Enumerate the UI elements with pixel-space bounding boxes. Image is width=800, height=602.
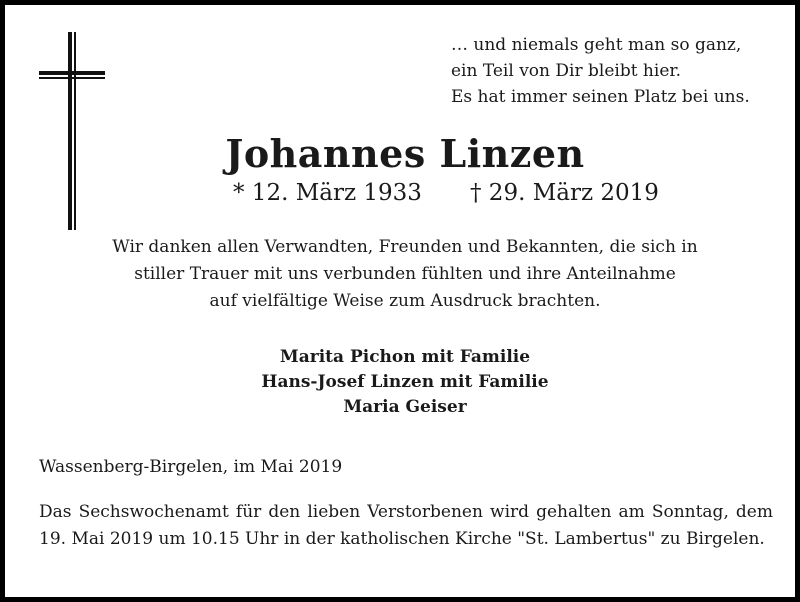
death-date: † 29. März 2019 <box>470 180 659 206</box>
thanks-text <box>5 234 800 315</box>
quote-line: … und niemals geht man so ganz, <box>451 35 742 55</box>
place-date: Wassenberg-Birgelen, im Mai 2019 <box>39 457 343 477</box>
thanks-line: auf vielfältige Weise zum Ausdruck brachten. <box>209 291 601 311</box>
quote-line: ein Teil von Dir bleibt hier. <box>451 61 682 81</box>
memorial-quote <box>451 32 781 110</box>
family-name: Marita Pichon mit Familie <box>279 347 531 367</box>
thanks-line: Wir danken allen Verwandten, Freunden und Bekannten, die sich in <box>112 237 698 257</box>
quote-line: Es hat immer seinen Platz bei uns. <box>451 87 750 107</box>
deceased-name: Johannes Linzen <box>225 131 585 176</box>
mass-notice: Das Sechswochenamt für den lieben Verstorbenen wird gehalten am Sonntag, dem 19. Mai 2019 um 10.15 Uhr in der katholischen Kirche "St. Lambertus" zu Birgelen. <box>39 502 773 549</box>
family-name: Maria Geiser <box>343 397 467 417</box>
family-signatures <box>5 345 800 420</box>
family-name: Hans-Josef Linzen mit Familie <box>261 372 549 392</box>
birth-date: * 12. März 1933 <box>233 180 422 206</box>
thanks-line: stiller Trauer mit uns verbunden fühlten und ihre Anteilnahme <box>134 264 676 284</box>
